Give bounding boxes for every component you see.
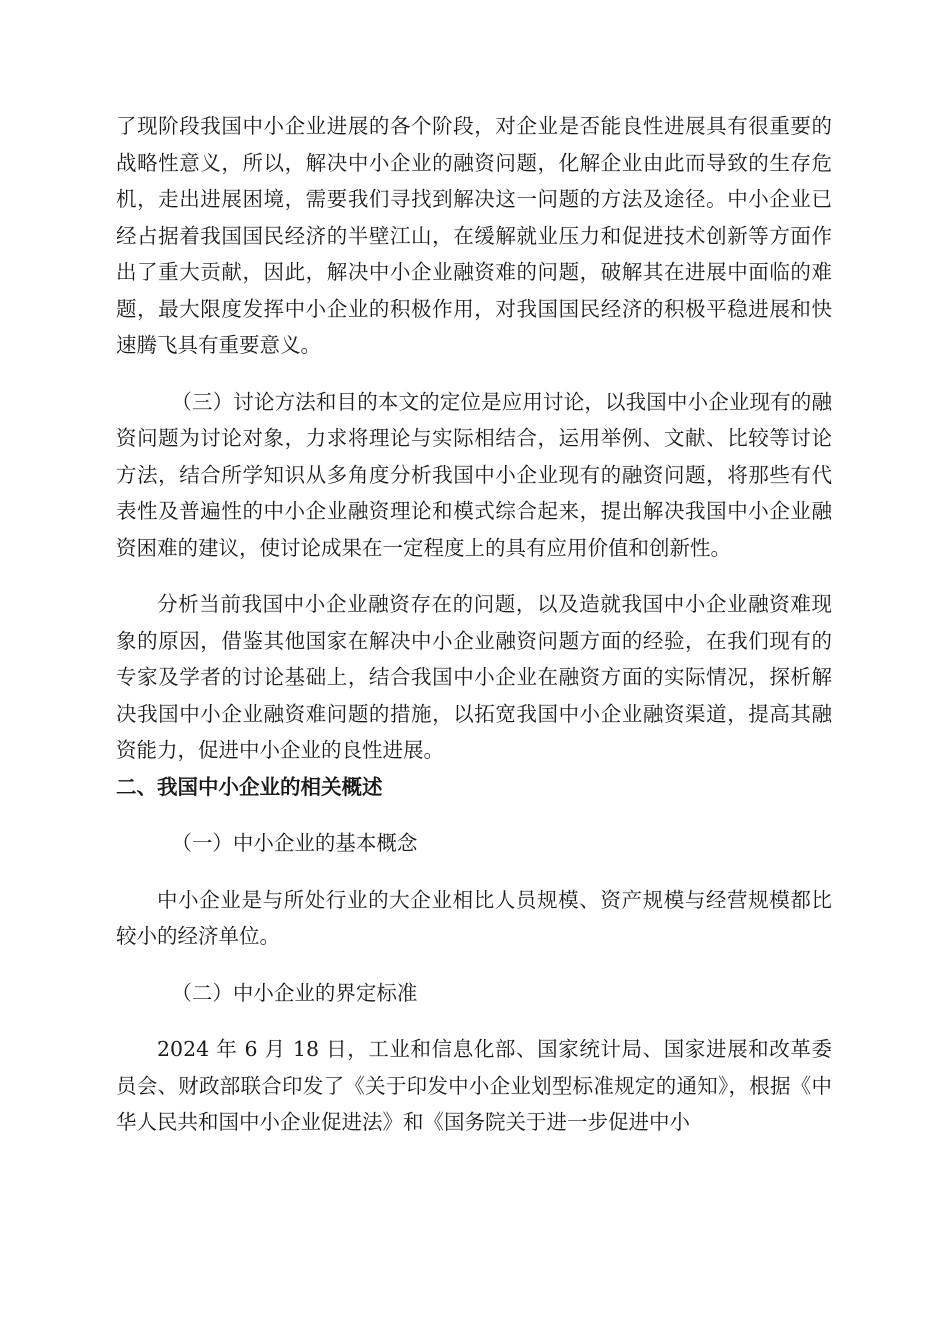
paragraph-1: 了现阶段我国中小企业进展的各个阶段，对企业是否能良性进展具有很重要的战略性意义，所以，解决中小企业的融资问题，化解企业由此而导致的生存危机，走出进展困境，需要我们寻找到解决这一问题的方法及途径。中小企业已经占据着我国国民经济的半壁江山，在缓解就业压力和促进技术创新等方面作出了重大贡献，因此，解决中小企业融资难的问题，破解其在进展中面临的难题，最大限度发挥中小企业的积极作用，对我国国民经济的积极平稳进展和快速腾飞具有重要意义。 [116,114,832,357]
section-heading-2: 二、我国中小企业的相关概述 [116,774,383,799]
subheading-basic-concept: （一）中小企业的基本概念 [171,831,418,855]
subheading-criteria: （二）中小企业的界定标准 [171,980,418,1005]
document-page [116,108,832,1141]
paragraph-analysis: 分析当前我国中小企业融资存在的问题，以及造就我国中小企业融资难现象的原因，借鉴其他国家在解决中小企业融资问题方面的经验，在我们现有的专家及学者的讨论基础上，结合我国中小企业在融资方面的实际情况，探析解决我国中小企业融资难问题的措施，以拓宽我国中小企业融资渠道，提高其融资能力，促进中小企业的良性进展。 [116,592,832,762]
paragraph-definition: 中小企业是与所处行业的大企业相比人员规模、资产规模与经营规模都比较小的经济单位。 [116,887,832,948]
paragraph-research-methods: （三）讨论方法和目的本文的定位是应用讨论，以我国中小企业现有的融资问题为讨论对象，力求将理论与实际相结合，运用举例、文献、比较等讨论方法，结合所学知识从多角度分析我国中小企业现有的融资问题，将那些有代表性及普遍性的中小企业融资理论和模式综合起来，提出解决我国中小企业融资困难的建议，使讨论成果在一定程度上的具有应用价值和创新性。 [116,389,832,560]
paragraph-criteria: 2024 年 6 月 18 日，工业和信息化部、国家统计局、国家进展和改革委员会、财政部联合印发了《关于印发中小企业划型标准规定的通知》，根据《中华人民共和国中小企业促进法》和《国务院关于进一步促进中小 [116,1037,832,1134]
